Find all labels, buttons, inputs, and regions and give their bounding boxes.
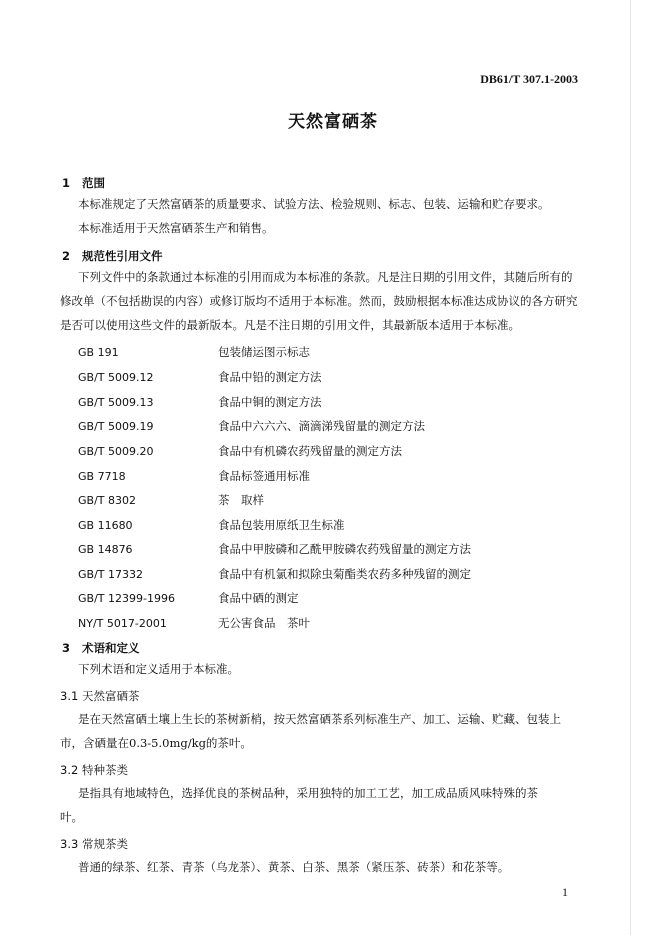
reference-code: NY/T 5017-2001: [78, 617, 167, 630]
reference-code: GB/T 5009.13: [78, 396, 154, 409]
reference-item: [78, 468, 310, 484]
section-title: 术语和定义: [82, 641, 140, 655]
subsection-3-1-heading: [60, 688, 140, 704]
paragraph-line: 下列术语和定义适用于本标准。: [78, 662, 239, 676]
reference-name: 食品中六六六、滴滴涕残留量的测定方法: [218, 419, 425, 433]
reference-code: GB/T 5009.12: [78, 371, 154, 384]
reference-item: [78, 418, 425, 434]
scan-edge-line: [630, 0, 631, 935]
section-3-heading: [62, 640, 140, 656]
subsection-3-1-body: [60, 707, 600, 755]
reference-item: [78, 492, 264, 508]
paragraph-line: 是否可以使用这些文件的最新版本。凡是不注日期的引用文件，其最新版本适用于本标准。: [60, 318, 520, 332]
subsection-title: 特种茶类: [82, 763, 128, 777]
reference-name: 食品中有机氯和拟除虫菊酯类农药多种残留的测定: [218, 567, 471, 581]
reference-code: GB/T 12399-1996: [78, 592, 175, 605]
paragraph-line: 本标准适用于天然富硒茶生产和销售。: [78, 221, 274, 235]
reference-item: [78, 615, 310, 631]
subsection-3-3-heading: [60, 836, 128, 852]
subsection-3-2-body: [60, 781, 600, 829]
reference-name: 食品包装用原纸卫生标准: [218, 518, 345, 532]
reference-item: [78, 394, 322, 410]
document-number: DB61/T 307.1-2003: [480, 72, 578, 86]
paragraph-line: 叶。: [60, 810, 83, 824]
reference-item: [78, 541, 471, 557]
reference-name: 食品中有机磷农药残留量的测定方法: [218, 444, 402, 458]
section-2-body: [60, 265, 600, 337]
reference-item: [78, 590, 299, 606]
section-1-body: [60, 192, 600, 240]
reference-name: 食品中甲胺磷和乙酰甲胺磷农药残留量的测定方法: [218, 542, 471, 556]
reference-code: GB 11680: [78, 519, 133, 532]
subsection-3-3-body: [60, 855, 600, 879]
section-3-intro: [60, 657, 600, 681]
section-2-heading: [62, 248, 163, 264]
paragraph-line: 下列文件中的条款通过本标准的引用而成为本标准的条款。凡是注日期的引用文件，其随后所有的: [78, 270, 573, 284]
section-title: 规范性引用文件: [82, 249, 163, 263]
subsection-title: 常规茶类: [82, 837, 128, 851]
reference-code: GB 191: [78, 346, 119, 359]
section-1-heading: [62, 175, 105, 191]
reference-code: GB/T 5009.20: [78, 445, 154, 458]
page-number: 1: [562, 885, 568, 899]
reference-name: 食品中铅的测定方法: [218, 370, 322, 384]
paragraph-line: 市，含硒量在0.3-5.0mg/kg的茶叶。: [60, 736, 252, 750]
document-title: 天然富硒茶: [288, 112, 378, 132]
reference-item: [78, 517, 345, 533]
subsection-number: 3.3: [60, 837, 79, 851]
paragraph-line: 本标准规定了天然富硒茶的质量要求、试验方法、检验规则、标志、包装、运输和贮存要求。: [78, 197, 550, 211]
reference-code: GB/T 8302: [78, 494, 136, 507]
reference-code: GB 7718: [78, 470, 126, 483]
reference-name: 食品中铜的测定方法: [218, 395, 322, 409]
section-title: 范围: [82, 176, 105, 190]
reference-name: 食品标签通用标准: [218, 469, 310, 483]
reference-name: 食品中硒的测定: [218, 591, 299, 605]
reference-name: 包装储运图示标志: [218, 345, 310, 359]
subsection-3-2-heading: [60, 762, 128, 778]
subsection-number: 3.2: [60, 763, 79, 777]
reference-code: GB/T 17332: [78, 568, 143, 581]
paragraph-line: 修改单（不包括勘误的内容）或修订版均不适用于本标准。然而，鼓励根据本标准达成协议的各方研究: [60, 294, 578, 308]
reference-code: GB 14876: [78, 543, 133, 556]
section-number: 1: [62, 176, 71, 190]
paragraph-line: 普通的绿茶、红茶、青茶（乌龙茶）、黄茶、白茶、黑茶（紧压茶、砖茶）和花茶等。: [78, 860, 510, 874]
paragraph-line: 是指具有地域特色，选择优良的茶树品种，采用独特的加工工艺，加工成品质风味特殊的茶: [78, 786, 538, 800]
reference-item: [78, 369, 322, 385]
subsection-number: 3.1: [60, 689, 79, 703]
paragraph-line: 是在天然富硒土壤上生长的茶树新梢，按天然富硒茶系列标准生产、加工、运输、贮藏、包装上: [78, 712, 561, 726]
reference-item: [78, 344, 310, 360]
reference-name: 茶 取样: [218, 493, 264, 507]
reference-item: [78, 443, 402, 459]
reference-name: 无公害食品 茶叶: [218, 616, 310, 630]
reference-item: [78, 566, 471, 582]
section-number: 3: [62, 641, 71, 655]
subsection-title: 天然富硒茶: [82, 689, 140, 703]
section-number: 2: [62, 249, 71, 263]
reference-code: GB/T 5009.19: [78, 420, 154, 433]
